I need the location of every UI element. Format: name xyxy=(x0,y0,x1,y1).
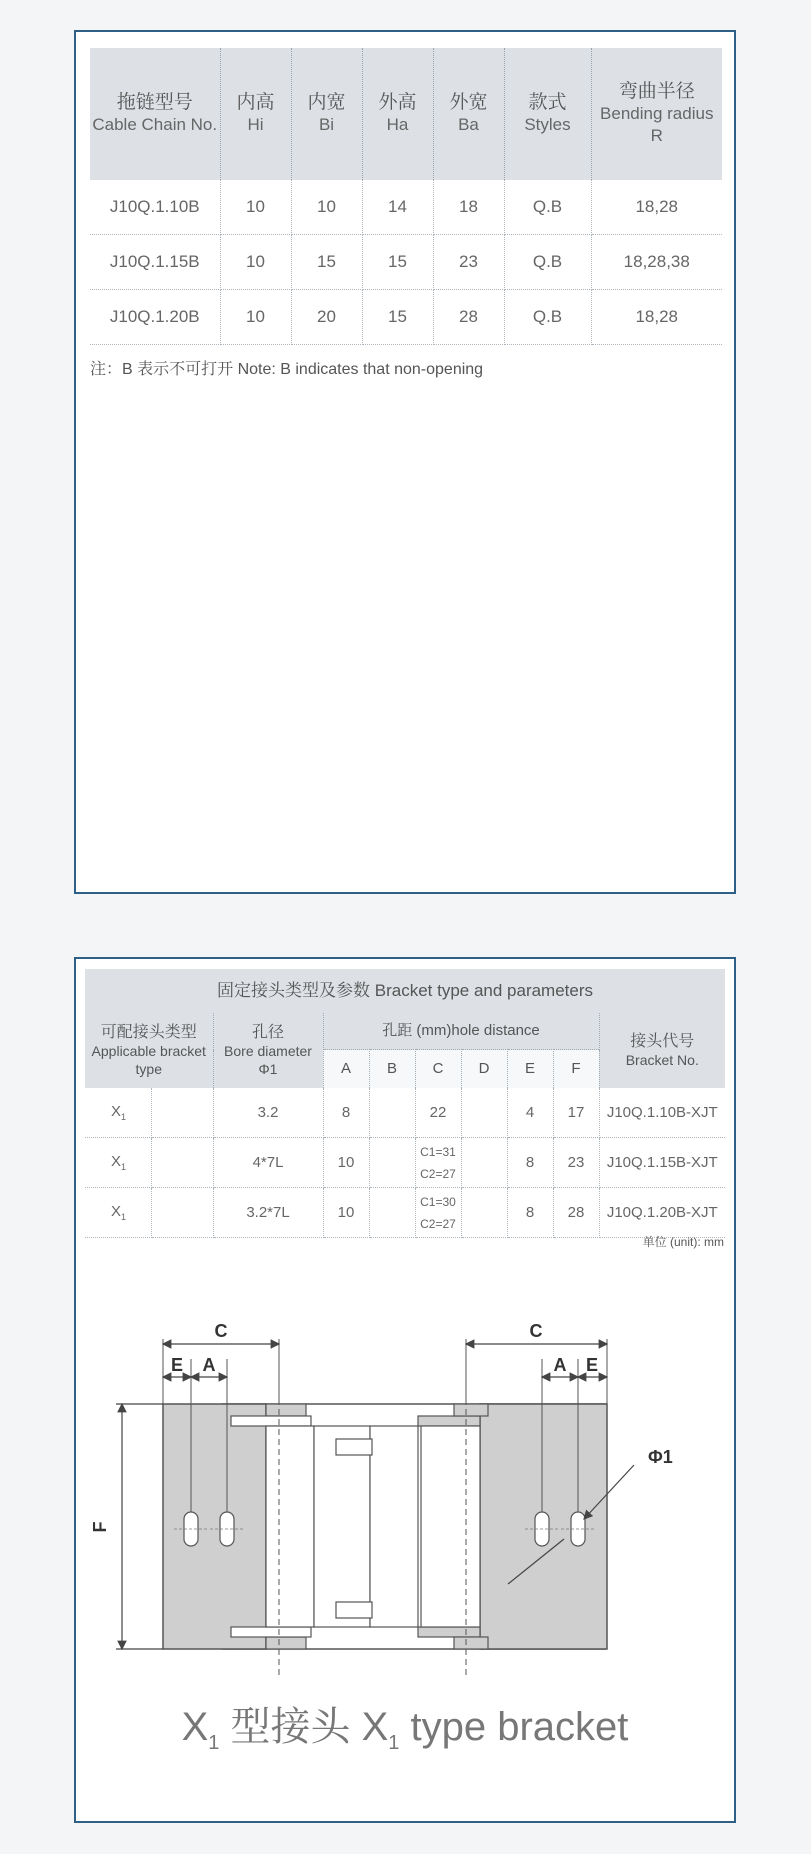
cell-f: 17 xyxy=(553,1088,599,1138)
header-e: E xyxy=(507,1050,553,1089)
cell-type: $X_1$ xyxy=(85,1088,151,1138)
header-styles: 款式 Styles xyxy=(504,48,591,180)
cell-bi: 10 xyxy=(291,180,362,235)
cell-c: C1=30 C2=27 xyxy=(415,1188,461,1238)
header-hole-distance: 孔距 (mm)hole distance xyxy=(323,1013,599,1050)
header-c: C xyxy=(415,1050,461,1089)
cell-code: J10Q.1.20B-XJT xyxy=(599,1188,725,1238)
cell-style: Q.B xyxy=(504,290,591,345)
cell-f: 23 xyxy=(553,1138,599,1188)
bracket-card xyxy=(74,957,736,1823)
cell-code: J10Q.1.10B-XJT xyxy=(599,1088,725,1138)
cell-bore: 4*7L xyxy=(213,1138,323,1188)
left-link-plate xyxy=(266,1426,314,1627)
right-top-ledge xyxy=(418,1416,480,1426)
left-top-ledge xyxy=(266,1404,306,1416)
header-bi: 内宽 Bi xyxy=(291,48,362,180)
dim-label-f: F xyxy=(90,1521,110,1533)
header-ba: 外宽 Ba xyxy=(433,48,504,180)
bracket-drawing xyxy=(76,959,734,1821)
cell-c: C1=31 C2=27 xyxy=(415,1138,461,1188)
middle-link-left xyxy=(314,1426,370,1627)
cell-e: 8 xyxy=(507,1138,553,1188)
lower-window xyxy=(336,1602,372,1618)
cell-ba: 28 xyxy=(433,290,504,345)
cell-hi: 10 xyxy=(220,235,291,290)
cell-radius: 18,28 xyxy=(591,180,722,235)
left-bottom-ledge xyxy=(266,1637,306,1649)
cell-model: J10Q.1.20B xyxy=(90,290,220,345)
header-bending-radius: 弯曲半径 Bending radius R xyxy=(591,48,722,180)
table-header-row xyxy=(90,48,722,180)
right-bottom-ledge xyxy=(418,1627,480,1637)
cell-hi: 10 xyxy=(220,180,291,235)
dim-label-a-left: A xyxy=(202,1355,216,1375)
cell-bi: 15 xyxy=(291,235,362,290)
header-b: B xyxy=(369,1050,415,1089)
right-link-plate xyxy=(421,1426,480,1627)
header-bracket-type: 可配接头类型 Applicable bracket type xyxy=(85,1013,213,1088)
cell-type: $X_1$ xyxy=(85,1188,151,1238)
left-bottom-slot xyxy=(231,1627,311,1637)
header-d: D xyxy=(461,1050,507,1089)
upper-window xyxy=(336,1439,372,1455)
cell-model: J10Q.1.10B xyxy=(90,180,220,235)
cell-style: Q.B xyxy=(504,235,591,290)
table-note: 注：B 表示不可打开 Note: B indicates that non-opening xyxy=(90,361,484,378)
cell-bi: 20 xyxy=(291,290,362,345)
cell-model: J10Q.1.15B xyxy=(90,235,220,290)
table-row xyxy=(90,290,722,345)
header-a: A xyxy=(323,1050,369,1089)
header-f: F xyxy=(553,1050,599,1089)
right-top-tab xyxy=(454,1404,488,1416)
header-bracket-no: 接头代号 Bracket No. xyxy=(599,1013,725,1088)
cell-hi: 10 xyxy=(220,290,291,345)
dim-label-a-right: A xyxy=(553,1355,567,1375)
header-hi: 内高 Hi xyxy=(220,48,291,180)
bracket-table-title: 固定接头类型及参数 Bracket type and parameters xyxy=(85,969,725,1013)
cell-type: $X_1$ xyxy=(85,1138,151,1188)
cell-code: J10Q.1.15B-XJT xyxy=(599,1138,725,1188)
table-row xyxy=(90,180,722,235)
dim-label-e-right: E xyxy=(585,1355,599,1375)
cell-e: 4 xyxy=(507,1088,553,1138)
cell-ba: 23 xyxy=(433,235,504,290)
cell-c: 22 xyxy=(415,1088,461,1138)
cell-style: Q.B xyxy=(504,180,591,235)
cell-f: 28 xyxy=(553,1188,599,1238)
dim-label-c-right: C xyxy=(529,1321,543,1341)
specification-card xyxy=(74,30,736,894)
right-bottom-tab xyxy=(454,1637,488,1649)
left-top-slot xyxy=(231,1416,311,1426)
cell-radius: 18,28,38 xyxy=(591,235,722,290)
cell-a: 10 xyxy=(323,1138,369,1188)
dim-label-phi: Φ1 xyxy=(648,1447,673,1467)
cell-bore: 3.2*7L xyxy=(213,1188,323,1238)
middle-link-right xyxy=(370,1426,418,1627)
drawing-caption: $X_1$ 型接头 $X_1$ type bracket xyxy=(181,1705,629,1754)
header-ha: 外高 Ha xyxy=(362,48,433,180)
left-bracket xyxy=(163,1404,266,1649)
cell-a: 8 xyxy=(323,1088,369,1138)
cell-bore: 3.2 xyxy=(213,1088,323,1138)
cable-chain-table xyxy=(90,48,722,345)
dim-label-e-left: E xyxy=(170,1355,184,1375)
header-bore-diameter: 孔径 Bore diameter Φ1 xyxy=(213,1013,323,1088)
cell-ha: 15 xyxy=(362,235,433,290)
cell-e: 8 xyxy=(507,1188,553,1238)
cell-radius: 18,28 xyxy=(591,290,722,345)
cell-ha: 14 xyxy=(362,180,433,235)
cell-a: 10 xyxy=(323,1188,369,1238)
cell-ba: 18 xyxy=(433,180,504,235)
cell-ha: 15 xyxy=(362,290,433,345)
unit-label: 单位 (unit): mm xyxy=(642,1235,724,1249)
header-cable-chain-no: 拖链型号 Cable Chain No. xyxy=(90,48,220,180)
dim-label-c-left: C xyxy=(214,1321,228,1341)
table-row xyxy=(90,235,722,290)
